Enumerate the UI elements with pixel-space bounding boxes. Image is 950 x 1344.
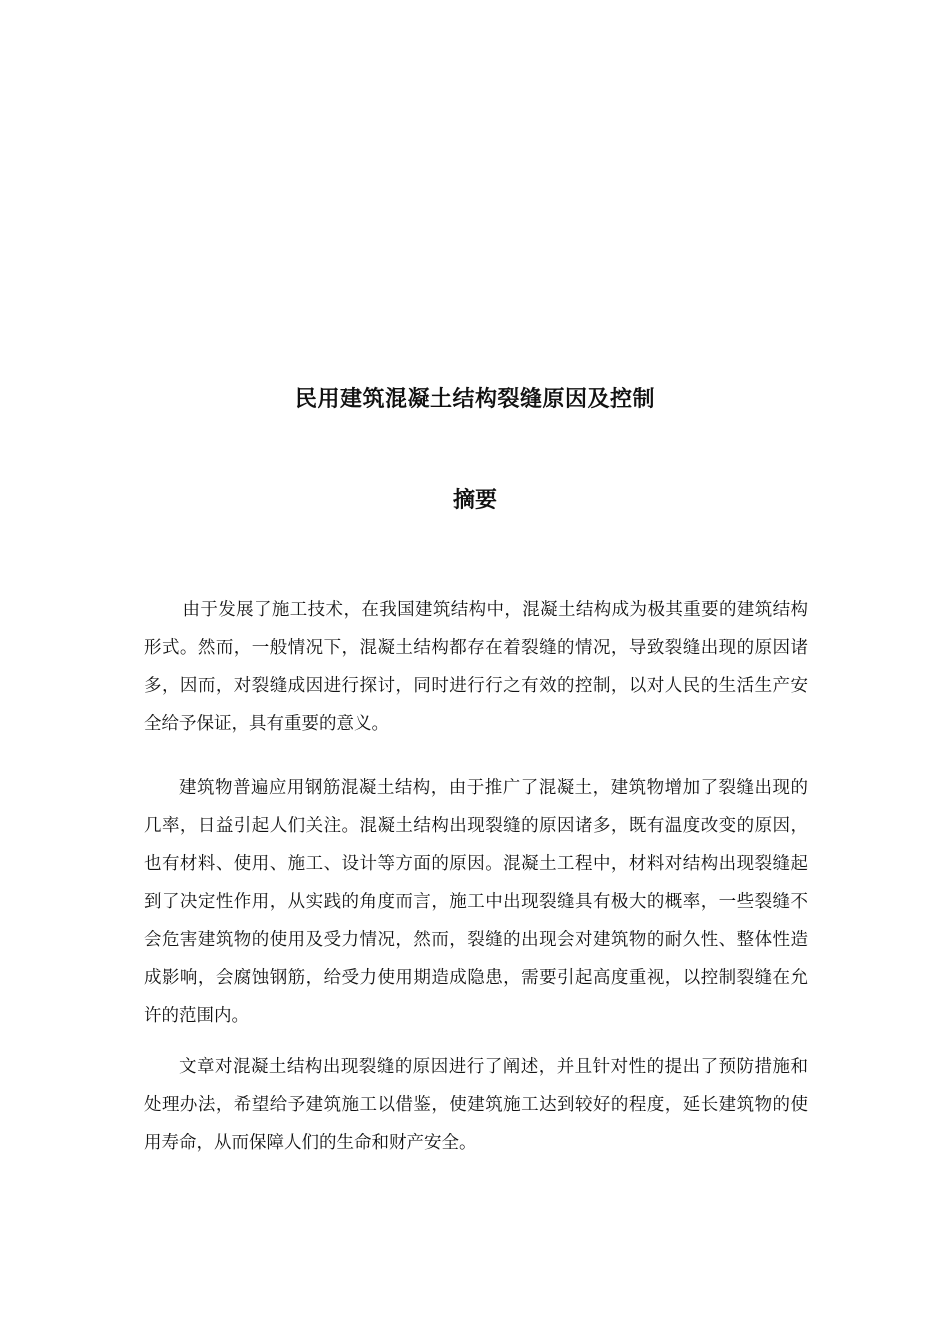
abstract-paragraph-2: 建筑物普遍应用钢筋混凝土结构，由于推广了混凝土，建筑物增加了裂缝出现的几率，日益引起人们关注。混凝土结构出现裂缝的原因诸多，既有温度改变的原因，也有材料、使用、施工、设计等方面的原因。混凝土工程中，材料对结构出现裂缝起到了决定性作用，从实践的角度而言，施工中出现裂缝具有极大的概率，一些裂缝不会危害建筑物的使用及受力情况，然而，裂缝的出现会对建筑物的耐久性、整体性造成影响，会腐蚀钢筋，给受力使用期造成隐患，需要引起高度重视，以控制裂缝在允许的范围内。: [144, 778, 808, 1026]
abstract-paragraph-3: 文章对混凝土结构出现裂缝的原因进行了阐述，并且针对性的提出了预防措施和处理办法，希望给予建筑施工以借鉴，使建筑施工达到较好的程度，延长建筑物的使用寿命，从而保障人们的生命和财产安全。: [144, 1057, 808, 1153]
document-title: 民用建筑混凝土结构裂缝原因及控制: [294, 387, 655, 412]
abstract-paragraph-1: 由于发展了施工技术，在我国建筑结构中，混凝土结构成为极其重要的建筑结构形式。然而，一般情况下，混凝土结构都存在着裂缝的情况，导致裂缝出现的原因诸多，因而，对裂缝成因进行探讨，同时进行行之有效的控制，以对人民的生活生产安全给予保证，具有重要的意义。: [144, 600, 808, 734]
abstract-heading: 摘要: [452, 488, 497, 513]
